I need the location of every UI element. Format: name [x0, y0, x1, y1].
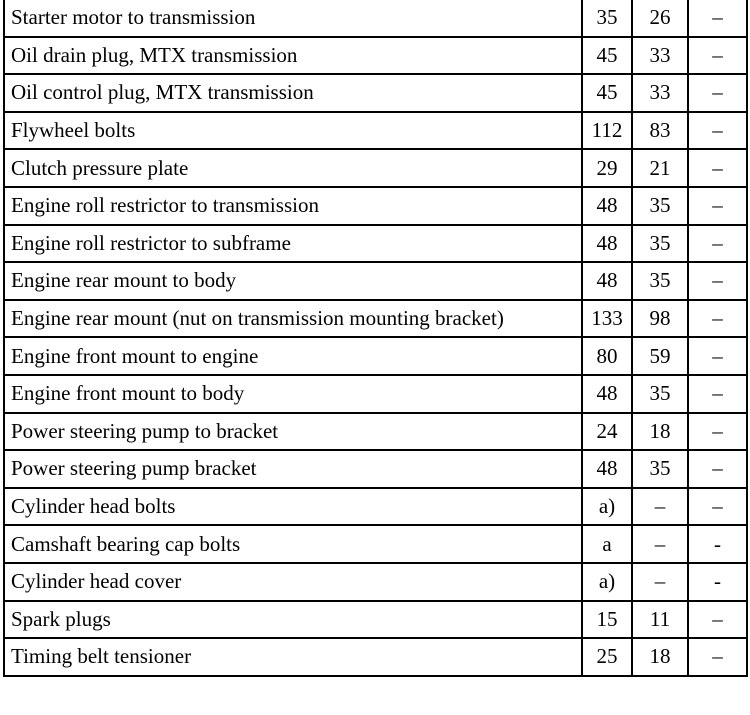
- torque-lbft-value: 33: [632, 74, 688, 112]
- torque-lbin-value: -: [688, 563, 747, 601]
- table-row: [4, 375, 747, 413]
- torque-nm-value: 133: [582, 300, 632, 338]
- torque-lbft-value: 35: [632, 450, 688, 488]
- torque-lbft-value: 11: [632, 601, 688, 639]
- torque-nm-value: 80: [582, 337, 632, 375]
- table-row: [4, 413, 747, 451]
- torque-lbin-value: –: [688, 74, 747, 112]
- torque-lbft-value: –: [632, 488, 688, 526]
- component-description: Engine front mount to body: [4, 375, 582, 413]
- component-description: Cylinder head bolts: [4, 488, 582, 526]
- torque-lbft-value: 21: [632, 149, 688, 187]
- torque-lbin-value: –: [688, 0, 747, 37]
- component-description: Engine rear mount to body: [4, 262, 582, 300]
- component-description: Timing belt tensioner: [4, 638, 582, 676]
- table-row: [4, 337, 747, 375]
- table-row: [4, 525, 747, 563]
- torque-lbft-value: 35: [632, 225, 688, 263]
- torque-lbin-value: –: [688, 262, 747, 300]
- torque-nm-value: 48: [582, 375, 632, 413]
- torque-nm-value: 112: [582, 112, 632, 150]
- table-row: [4, 37, 747, 75]
- table-row: [4, 563, 747, 601]
- component-description: Engine rear mount (nut on transmission mounting bracket): [4, 300, 582, 338]
- torque-lbin-value: –: [688, 225, 747, 263]
- torque-nm-value: 48: [582, 262, 632, 300]
- torque-lbft-value: 83: [632, 112, 688, 150]
- torque-nm-value: 48: [582, 450, 632, 488]
- torque-nm-value: 48: [582, 225, 632, 263]
- component-description: Engine roll restrictor to subframe: [4, 225, 582, 263]
- torque-lbin-value: –: [688, 413, 747, 451]
- table-row: [4, 601, 747, 639]
- torque-lbft-value: 33: [632, 37, 688, 75]
- component-description: Spark plugs: [4, 601, 582, 639]
- table-row: [4, 112, 747, 150]
- component-description: Cylinder head cover: [4, 563, 582, 601]
- torque-nm-value: 25: [582, 638, 632, 676]
- component-description: Oil control plug, MTX transmission: [4, 74, 582, 112]
- table-row: [4, 450, 747, 488]
- torque-nm-value: 24: [582, 413, 632, 451]
- torque-nm-value: 35: [582, 0, 632, 37]
- torque-lbin-value: -: [688, 525, 747, 563]
- table-row: [4, 262, 747, 300]
- torque-nm-value: a: [582, 525, 632, 563]
- torque-lbin-value: –: [688, 488, 747, 526]
- component-description: Flywheel bolts: [4, 112, 582, 150]
- torque-nm-value: a): [582, 563, 632, 601]
- torque-lbin-value: –: [688, 300, 747, 338]
- torque-lbft-value: 26: [632, 0, 688, 37]
- torque-lbft-value: 18: [632, 638, 688, 676]
- torque-lbin-value: –: [688, 638, 747, 676]
- table-row: [4, 187, 747, 225]
- torque-lbin-value: –: [688, 450, 747, 488]
- table-row: [4, 638, 747, 676]
- component-description: Power steering pump bracket: [4, 450, 582, 488]
- torque-lbft-value: 98: [632, 300, 688, 338]
- torque-lbin-value: –: [688, 601, 747, 639]
- torque-nm-value: 48: [582, 187, 632, 225]
- torque-nm-value: a): [582, 488, 632, 526]
- torque-table-body: [4, 0, 747, 676]
- component-description: Power steering pump to bracket: [4, 413, 582, 451]
- torque-lbft-value: 18: [632, 413, 688, 451]
- torque-lbin-value: –: [688, 37, 747, 75]
- component-description: Clutch pressure plate: [4, 149, 582, 187]
- torque-nm-value: 45: [582, 37, 632, 75]
- torque-lbin-value: –: [688, 337, 747, 375]
- table-row: [4, 0, 747, 37]
- torque-lbft-value: 35: [632, 262, 688, 300]
- component-description: Oil drain plug, MTX transmission: [4, 37, 582, 75]
- component-description: Camshaft bearing cap bolts: [4, 525, 582, 563]
- torque-spec-table: [3, 0, 748, 677]
- torque-lbft-value: 35: [632, 375, 688, 413]
- torque-nm-value: 15: [582, 601, 632, 639]
- torque-lbin-value: –: [688, 187, 747, 225]
- component-description: Engine front mount to engine: [4, 337, 582, 375]
- torque-lbin-value: –: [688, 375, 747, 413]
- torque-nm-value: 45: [582, 74, 632, 112]
- table-row: [4, 300, 747, 338]
- table-row: [4, 74, 747, 112]
- torque-lbft-value: –: [632, 563, 688, 601]
- torque-nm-value: 29: [582, 149, 632, 187]
- table-row: [4, 149, 747, 187]
- component-description: Engine roll restrictor to transmission: [4, 187, 582, 225]
- torque-lbft-value: 59: [632, 337, 688, 375]
- component-description: Starter motor to transmission: [4, 0, 582, 37]
- torque-lbft-value: –: [632, 525, 688, 563]
- table-row: [4, 225, 747, 263]
- table-row: [4, 488, 747, 526]
- torque-lbft-value: 35: [632, 187, 688, 225]
- torque-lbin-value: –: [688, 112, 747, 150]
- torque-lbin-value: –: [688, 149, 747, 187]
